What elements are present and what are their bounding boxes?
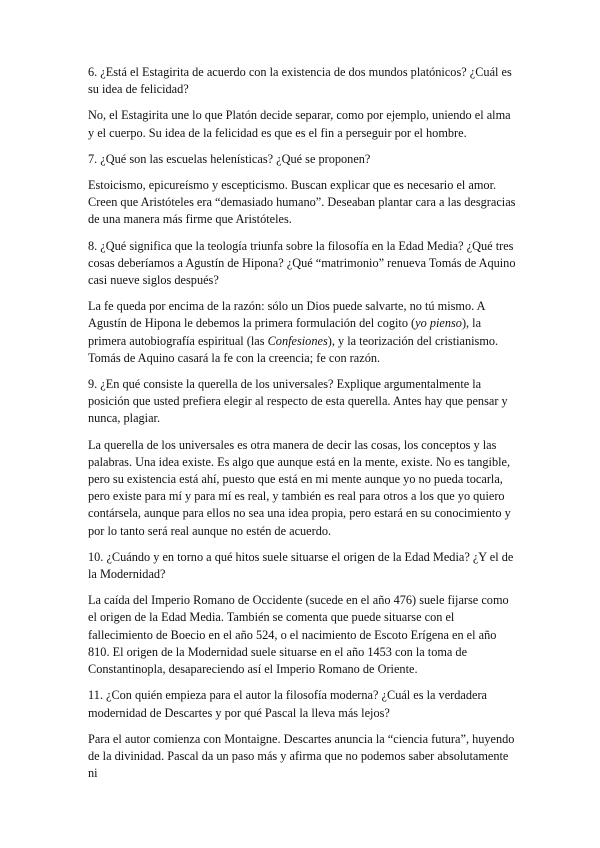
question-10: 10. ¿Cuándo y en torno a qué hitos suele situarse el origen de la Edad Media? ¿Y el de la Modernidad? xyxy=(88,549,514,582)
answer-7: Estoicismo, epicureísmo y escepticismo. Buscan explicar que es necesario el amor. Creen que Aristóteles era “demasiado humano”. Deseaban plantar cara a las desgracias de una manera más firme que Aristóteles. xyxy=(88,178,516,227)
question-6: 6. ¿Está el Estagirita de acuerdo con la existencia de dos mundos platónicos? ¿Cuál es su idea de felicidad? xyxy=(88,65,512,97)
answer-8-text-a: La fe queda por encima de la razón: sólo un Dios puede salvarte, no tú mismo. A Agustín de Hipona le debemos la primera formulación del cogito ( xyxy=(88,299,485,331)
question-7: 7. ¿Qué son las escuelas helenísticas? ¿Qué se proponen? xyxy=(88,151,371,166)
question-8: 8. ¿Qué significa que la teología triunfa sobre la filosofía en la Edad Media? ¿Qué tres cosas deberíamos a Agustín de Hipona? ¿Qué “matrimonio” renueva Tomás de Aquino casi nueve siglos después? xyxy=(88,238,516,288)
answer-8-italic-confesiones: Confesiones xyxy=(267,333,328,348)
answer-11: Para el autor comienza con Montaigne. Descartes anuncia la “ciencia futura”, huyendo de la divinidad. Pascal da un paso más y afirma que no podemos saber absolutamente ni xyxy=(88,731,515,781)
answer-8-italic-yo-pienso: yo pienso xyxy=(415,316,462,331)
answer-8 xyxy=(88,298,516,367)
answer-6: No, el Estagirita une lo que Platón decide separar, como por ejemplo, uniendo el alma y el cuerpo. Su idea de la felicidad es que es el fin a perseguir por el hombre. xyxy=(88,108,511,140)
answer-8-text-b: ), la primera autobiografía espiritual (las xyxy=(88,316,482,348)
answer-8-text-c: ), y la teorización del cristianismo. Tomás de Aquino casará la fe con la creencia; fe con razón. xyxy=(88,333,499,365)
question-11: 11. ¿Con quién empieza para el autor la filosofía moderna? ¿Cuál es la verdadera modernidad de Descartes y por qué Pascal la lleva más lejos? xyxy=(88,688,488,720)
answer-10: La caída del Imperio Romano de Occidente (sucede en el año 476) suele fijarse como el origen de la Edad Media. También se comenta que puede situarse con el fallecimiento de Boecio en el año 524, o el nacimiento de Escoto Erígena en el año 810. El origen de la Modernidad suele situarse en el año 1453 con la toma de Constantinopla, desapareciendo así el Imperio Romano de Oriente. xyxy=(88,593,509,677)
question-9: 9. ¿En qué consiste la querella de los universales? Explique argumentalmente la posición que usted prefiera elegir al respecto de esta querella. Antes hay que pensar y nunca, plagiar. xyxy=(88,377,508,426)
answer-9: La querella de los universales es otra manera de decir las cosas, los conceptos y las palabras. Una idea existe. Es algo que aunque está en la mente, existe. No es tangible, pero su existencia está ahí, puesto que está en mi mente aunque yo no pueda tocarla, pero existe para mí y para mí es real, y también es real para otros a los que yo quiero contársela, aunque para ellos no sea una idea propia, pero estará en su conocimiento y por lo tanto será real aunque no estén de acuerdo. xyxy=(88,437,511,538)
